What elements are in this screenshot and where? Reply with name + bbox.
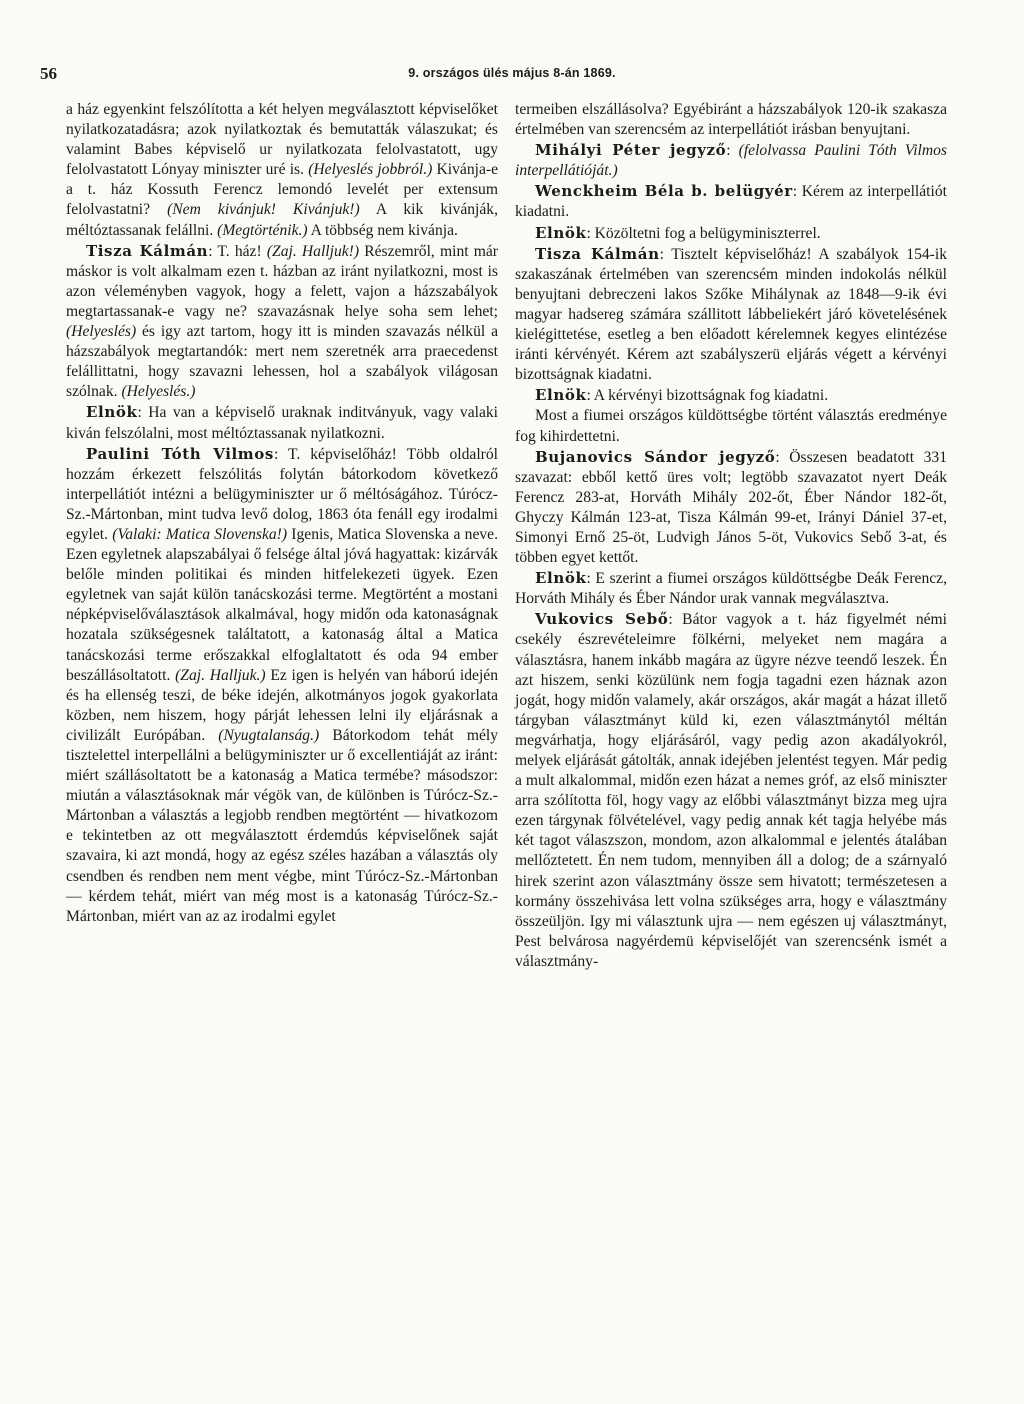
paragraph-text: termeiben elszállásolva? Egyébiránt a házszabályok 120-ik szakasza értelmében van szerencsém az interpellátiót irásban benyujtani. (515, 101, 947, 139)
speaker-name: Wenckheim Béla b. belügyér (535, 182, 793, 201)
paragraph-text: A kik kivánják, méltóztassanak felállni. (66, 201, 498, 239)
italic-remark: (Nyugtalanság.) (218, 726, 320, 744)
left-column (66, 100, 498, 927)
paragraph (515, 244, 947, 386)
paragraph (515, 609, 947, 972)
paragraph-text: : Tisztelt képviselőház! A szabályok 154-ik szakaszának értelmében van szerencsém minden indokolás nélkül benyujtani debreczeni lakos Szőke Mihálynak az 1848—9-ik évi magyar hadsereg számára szállitott lábbeliekért járó követelésének kielégittetése, esetleg a ben előadott kérelemnek kegyes elintézése iránti kérvényét. Kérem azt szabályszerü eljárás végett a kérvényi bizottságnak kiadatni. (515, 245, 947, 384)
paragraph-text: A többség nem kivánja. (307, 221, 458, 239)
paragraph (515, 181, 947, 222)
page-number: 56 (40, 64, 57, 83)
paragraph-text: Kivánja-e a t. ház Kossuth Ferencz lemondó levelét per extensum felolvastatni? (66, 161, 499, 219)
paragraph (515, 406, 947, 446)
paragraph-text: : T. képviselőház! Több oldalról hozzám érkezett felszólitás folytán bátorkodom következő interpellátiót intézni a belügyminiszter ur ő méltóságához. Túrócz-Sz.-Mártonban, mint tudva levő dolog, 1863 óta fenáll egy irodalmi egylet. (66, 445, 498, 543)
paragraph (515, 568, 947, 609)
italic-remark: (Helyeslés.) (121, 383, 196, 401)
paragraph-text: : Ha van a képviselő uraknak inditványuk, vagy valaki kiván felszólalni, most méltóztassanak nyilatkozni. (66, 404, 498, 442)
page-header (40, 64, 984, 88)
running-head: 9. országos ülés május 8-án 1869. (408, 66, 616, 80)
paragraph-text: Részemről, mint már máskor is volt alkalmam ezen t. házban az iránt nyilatkozni, most is azon véleményben vagyok, hogy a felett, vajon a házszabályok megtartassanak-e vagy ne? szavazásnak helye soha sem lehet; (66, 242, 498, 320)
paragraph-text: : Bátor vagyok a t. ház figyelmét némi csekély észrevételeimre fölkérni, melyeket nem magára a választásra, hanem inkább magára az ügyre nézve teendő leszek. Én azt hiszem, senki közülünk nem fogja tagadni ezen háznak azon jogát, hogy midőn valamely, akár országos, akár magát a házat illető tárgyban választmányt küld ki, ezen választmánytól méltán megvárhatja, hogy eljárásáról, vagy pedig azon akadályokról, melyek eljárását gátolták, annak idejében jelentést tegyen. Már pedig a mult alkalommal, midőn ezen házat a nemes gróf, az első miniszter arra szólította föl, hogy vagy az előbbi választmányt bizza meg ujra ezen tárgynak fölvételével, vagy pedig annak két tagja helyébe más két tagot válaszszon, mondom, azon alkalommal e jelentés átalában mellőztetett. Én nem tudom, mennyiben áll a dolog; de a szárnyaló hirek szerint azon választmány össze sem hivatott; természetesen a kormány összehivása lett volna szükséges arra, hogy e választmány összeüljön. Igy mi választunk ujra — nem egészen uj választmányt, Pest belvárosa nagyérdemü képviselőjét van szerencsénk ismét a választmány- (515, 611, 947, 970)
paragraph-text: a ház egyenkint felszólította a két helyen megválasztott képviselőket nyilatkozatadásra; azok nyilatkoztak és bemutatták válaszukat; és valamint Babes képviselő ur nyilatkozata felolvastatott, ugy felolvastatott Lónyay miniszter uré is. (66, 101, 498, 179)
italic-remark: (Zaj. Halljuk!) (266, 242, 360, 260)
italic-remark: (felolvassa Paulini Tóth Vilmos interpellátióját.) (515, 142, 947, 180)
italic-remark: (Helyeslés jobbról.) (308, 161, 433, 179)
italic-remark: (Megtörténik.) (217, 221, 308, 239)
paragraph (515, 223, 947, 244)
paragraph-text: : A kérvényi bizottságnak fog kiadatni. (586, 387, 829, 405)
paragraph (66, 100, 498, 241)
paragraph (66, 241, 498, 403)
speaker-name: Elnök (535, 223, 587, 242)
paragraph (515, 447, 947, 569)
paragraph-text: : T. ház! (208, 242, 267, 260)
paragraph-text: : Közöltetni fog a belügyminiszterrel. (586, 224, 821, 242)
paragraph-text: és igy azt tartom, hogy itt is minden szavazás nélkül a házszabályok megtartandók: mert nem szeretnék arra praecedenst felállittatni, hogy szavazni lehessen, hol a szabályok világosan szólnak. (66, 323, 498, 401)
paragraph-text: Bátorkodom tehát mély tisztelettel interpellálni a belügyminiszter ur ő excellentiáját az iránt: miért szállásoltatott be a katonaság a Matica termébe? másodszor: miután a választásoknak már végök van, de különben is Túrócz-Sz.-Mártonban a választás a legjobb rendben megtörtént — hivatkozom e tekintetben az ott megválasztott érdemdús képviselőnek saját szavaira, ki azt mondá, hogy az egész széles hazában a választás oly csendben és rendben nem ment végbe, mint Túrócz-Sz.-Mártonban — kérdem tehát, miért van még most is a katonaság Túrócz-Sz.-Mártonban, miért van az az irodalmi egylet (66, 726, 499, 925)
paragraph (515, 140, 947, 181)
paragraph (66, 402, 498, 443)
paragraph-text: : Kérem az interpellátiót kiadatni. (515, 183, 947, 221)
italic-remark: (Helyeslés) (66, 323, 137, 341)
speaker-name: Elnök (535, 386, 587, 405)
speaker-name: Tisza Kálmán (86, 241, 209, 260)
paragraph-text: Most a fiumei országos küldöttségbe történt választás eredménye fog kihirdettetni. (515, 407, 947, 445)
italic-remark: (Valaki: Matica Slovenska!) (112, 525, 288, 543)
paragraph-text: Ez igen is helyén van háború idején és ha ellenség teszi, de béke idején, alkotmányos jogok gyakorlata közben, nem hiszem, hogy párját lehessen lelni ily eljárásnak a civilizált Európában. (66, 666, 498, 744)
speaker-name: Tisza Kálmán (535, 244, 660, 263)
speaker-name: Vukovics Sebő (535, 610, 669, 629)
paragraph (515, 100, 947, 140)
paragraph-text: : E szerint a fiumei országos küldöttségbe Deák Ferencz, Horváth Mihály és Éber Nándor urak vannak megválasztva. (515, 570, 947, 608)
paragraph-text: : Összesen beadatott 331 szavazat: ebből kettő üres volt; legtöbb szavazatot nyert Deák Ferencz 283-at, Horváth Mihály 202-őt, Éber Nándor 182-őt, Ghyczy Kálmán 123-at, Tisza Kálmán 99-et, Irányi Dániel 37-et, Simonyi Ernő 25-öt, Ludvigh János 5-öt, Vukovics Sebő 3-at, és többen egyet kettőt. (515, 448, 947, 567)
speaker-name: Bujanovics Sándor jegyző (535, 447, 776, 466)
paragraph (66, 444, 498, 927)
speaker-name: Mihályi Péter jegyző (535, 141, 727, 160)
right-column (515, 100, 947, 972)
paragraph (515, 385, 947, 406)
paragraph-text: Igenis, Matica Slovenska a neve. Ezen egyletnek alapszabályai ő felsége által jóvá hagyattak: kizárvák belőle minden politikai és minden hitfelekezeti ügyek. Ezen egyletnek van saját külön tanácskozási terme. Megtörtént a mostani népképviselőválasztások alkalmával, hogy midőn oda katonaságnak hozatala szükségesnek találtatott, a katonaság által a Matica tanácskozási terme erőszakkal elfoglaltatott és oda 94 ember beszállásoltatott. (66, 525, 498, 684)
italic-remark: (Zaj. Halljuk.) (175, 666, 266, 684)
speaker-name: Elnök (535, 569, 587, 588)
paragraph-text: : (726, 142, 739, 160)
speaker-name: Paulini Tóth Vilmos (86, 444, 274, 463)
italic-remark: (Nem kivánjuk! Kivánjuk!) (167, 201, 360, 219)
speaker-name: Elnök (86, 403, 138, 422)
